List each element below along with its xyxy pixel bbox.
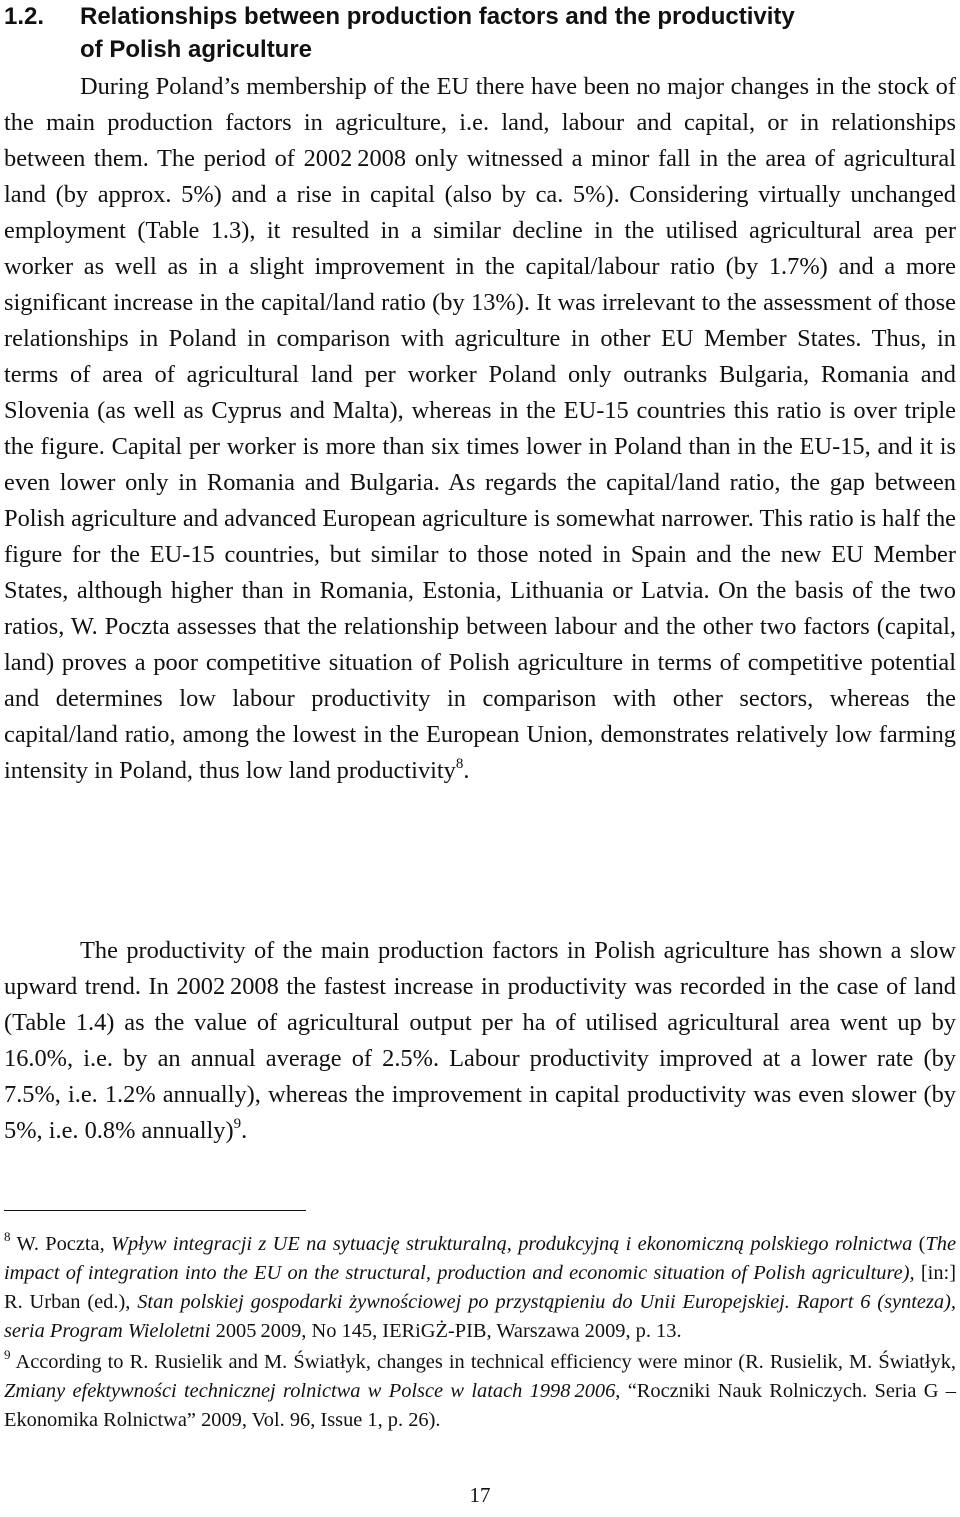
footnote-8-title: Wpływ integracji z UE na sytuację strukturalną, produkcyjną i ekonomiczną polskiego rolnictwa xyxy=(111,1233,913,1255)
paragraph-2 xyxy=(4,933,956,1149)
footnote-9 xyxy=(4,1348,956,1435)
footnote-8-translation: The impact of integration into the EU on the structural, production and economic situation of Polish agriculture), xyxy=(4,1233,956,1284)
paragraph-2-text: The productivity of the main production factors in Polish agriculture has shown a slow upward trend. In 2002 2008 the fastest increase in productivity was recorded in the case of land (Table 1.4) as the value of agricultural output per ha of utilised agricultural area went up by 16.0%, i.e. by an annual average of 2.5%. Labour productivity improved at a lower rate (by 7.5%, i.e. 1.2% annually), whereas the improvement in capital productivity was even slower (by 5%, i.e. 0.8% annually) xyxy=(4,937,956,1144)
section-heading xyxy=(4,0,954,66)
footnotes xyxy=(4,1230,956,1437)
footnote-8-book: Stan polskiej gospodarki żywnościowej po przystąpieniu do Unii Europejskiej. Raport 6 (synteza), seria Program Wieloletni xyxy=(4,1291,956,1342)
footnote-separator xyxy=(4,1210,306,1211)
page-number: 17 xyxy=(469,1483,491,1507)
footnote-8-author: W. Poczta, xyxy=(10,1233,111,1255)
section-heading-line1 xyxy=(4,0,954,33)
footnote-ref-9: 9 xyxy=(233,1116,242,1132)
paragraph-1-text: During Poland’s membership of the EU there have been no major changes in the stock of the main production factors in agriculture, i.e. land, labour and capital, or in relationships between them. The period of 2002 2008 only witnessed a minor fall in the area of agricultural land (by approx. 5%) and a rise in capital (also by ca. 5%). Considering virtually unchanged employment (Table 1.3), it resulted in a similar decline in the utilised agricultural area per worker as well as in a slight improvement in the capital/labour ratio (by 1.7%) and a more significant increase in the capital/land ratio (by 13%). It was irrelevant to the assessment of those relationships in Poland in comparison with agriculture in other EU Member States. Thus, in terms of area of agricultural land per worker Poland only outranks Bulgaria, Romania and Slovenia (as well as Cyprus and Malta), whereas in the EU-15 countries this ratio is over triple the figure. Capital per worker is more than six times lower in Poland than in the EU-15, and it is even lower only in Romania and Bulgaria. As regards the capital/land ratio, the gap between Polish agriculture and advanced European agriculture is somewhat narrower. This ratio is half the figure for the EU-15 countries, but similar to those noted in Spain and the new EU Member States, although higher than in Romania, Estonia, Lithuania or Latvia. On the basis of the two ratios, W. Poczta assesses that the relationship between labour and the other two factors (capital, land) proves a poor competitive situation of Polish agriculture in terms of competitive potential and determines low labour productivity in comparison with other sectors, whereas the capital/land ratio, among the lowest in the European Union, demonstrates relatively low farming intensity in Poland, thus low land productivity xyxy=(4,73,956,784)
section-title-line2: of Polish agriculture xyxy=(80,36,313,63)
footnote-ref-8: 8 xyxy=(455,756,464,772)
paragraph-2-end: . xyxy=(241,1117,248,1144)
footnote-8-marker: 8 xyxy=(4,1229,11,1244)
footnote-8-paren: ( xyxy=(912,1233,926,1255)
paragraph-1-end: . xyxy=(463,757,470,784)
footnote-9-text: According to R. Rusielik and M. Światłyk, changes in technical efficiency were minor (R. Rusielik, M. Światłyk, xyxy=(10,1351,956,1373)
footnote-9-source: , “Roczniki Nauk Rolniczych. Seria G – Ekonomika Rolnictwa” 2009, Vol. 96, Issue 1, p. 26). xyxy=(4,1380,956,1431)
footnote-8-in: [in:] R. Urban (ed.), xyxy=(4,1262,956,1313)
footnote-9-title: Zmiany efektywności technicznej rolnictwa w Polsce w latach 1998 2006 xyxy=(4,1380,616,1402)
footnote-9-marker: 9 xyxy=(4,1347,11,1362)
paragraph-1 xyxy=(4,69,956,789)
section-title-line1: Relationships between production factors and the productivity xyxy=(80,3,795,30)
footnote-8-publisher: 2005 2009, No 145, IERiGŻ-PIB, Warszawa 2009, p. 13. xyxy=(210,1320,682,1342)
footnote-8 xyxy=(4,1230,956,1346)
section-number: 1.2. xyxy=(4,3,45,30)
